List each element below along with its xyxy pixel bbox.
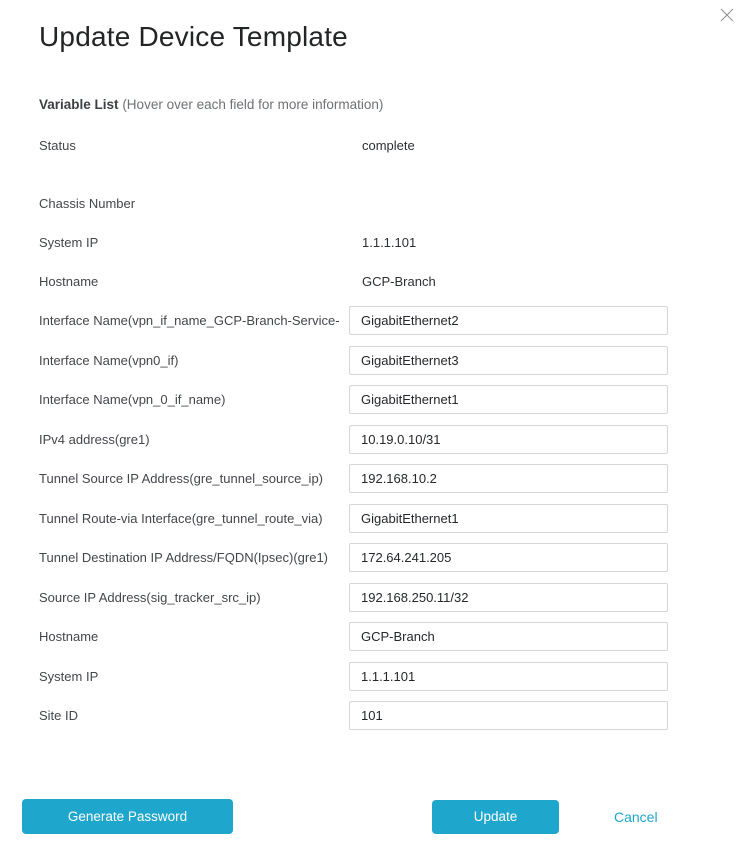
interface-name-vpn0-if-input[interactable] [349, 346, 668, 375]
field-label: Tunnel Destination IP Address/FQDN(Ipsec)(gre1) [39, 550, 329, 566]
field-label: Tunnel Source IP Address(gre_tunnel_source_ip) [39, 471, 324, 487]
field-label: Chassis Number [39, 196, 136, 211]
interface-name-vpn-0-if-name-input[interactable] [349, 385, 668, 414]
generate-password-button[interactable]: Generate Password [22, 799, 233, 834]
field-label: Tunnel Route-via Interface(gre_tunnel_route_via) [39, 510, 323, 526]
status-row [0, 126, 752, 165]
field-label: Status [39, 138, 76, 153]
cancel-link[interactable]: Cancel [614, 808, 658, 825]
interface-name-vpn-0-if-name-row [0, 380, 752, 420]
variable-list-title: Variable List [39, 97, 119, 112]
system-ip-input-row [0, 657, 752, 697]
site-id-row [0, 696, 752, 736]
source-ip-row [0, 578, 752, 618]
source-ip-input[interactable] [349, 583, 668, 612]
dialog-footer [0, 799, 752, 834]
tunnel-destination-ip-row [0, 538, 752, 578]
field-label: System IP [39, 235, 99, 250]
field-label: Hostname [39, 629, 99, 645]
field-label: Hostname [39, 274, 99, 289]
field-label: Site ID [39, 708, 79, 724]
variable-list-header [39, 97, 752, 112]
hostname-value: GCP-Branch [362, 273, 436, 289]
interface-name-service-row [0, 301, 752, 341]
page-title: Update Device Template [39, 21, 348, 52]
hostname-row [0, 262, 752, 301]
ipv4-address-gre1-row [0, 420, 752, 460]
status-value: complete [362, 137, 415, 153]
close-button[interactable] [716, 5, 738, 27]
variable-list-hint: (Hover over each field for more information) [122, 97, 384, 112]
field-label: Interface Name(vpn0_if) [39, 352, 179, 368]
hostname-input-row [0, 617, 752, 657]
field-label: Interface Name(vpn_0_if_name) [39, 392, 226, 408]
field-label: IPv4 address(gre1) [39, 431, 150, 447]
site-id-input[interactable] [349, 701, 668, 730]
field-label: Interface Name(vpn_if_name_GCP-Branch-Service- [39, 313, 340, 329]
interface-name-vpn0-if-row [0, 341, 752, 381]
variable-list [0, 126, 752, 736]
tunnel-source-ip-row [0, 459, 752, 499]
system-ip-row [0, 223, 752, 262]
field-label: Source IP Address(sig_tracker_src_ip) [39, 589, 261, 605]
system-ip-input[interactable] [349, 662, 668, 691]
system-ip-value: 1.1.1.101 [362, 234, 417, 250]
close-icon [720, 8, 734, 25]
tunnel-route-via-row [0, 499, 752, 539]
chassis-number-row [0, 184, 752, 223]
hostname-input[interactable] [349, 622, 668, 651]
tunnel-destination-ip-input[interactable] [349, 543, 668, 572]
interface-name-service-input[interactable] [349, 306, 668, 335]
update-button[interactable]: Update [432, 800, 559, 834]
tunnel-route-via-input[interactable] [349, 504, 668, 533]
tunnel-source-ip-input[interactable] [349, 464, 668, 493]
ipv4-address-gre1-input[interactable] [349, 425, 668, 454]
field-label: System IP [39, 668, 99, 684]
